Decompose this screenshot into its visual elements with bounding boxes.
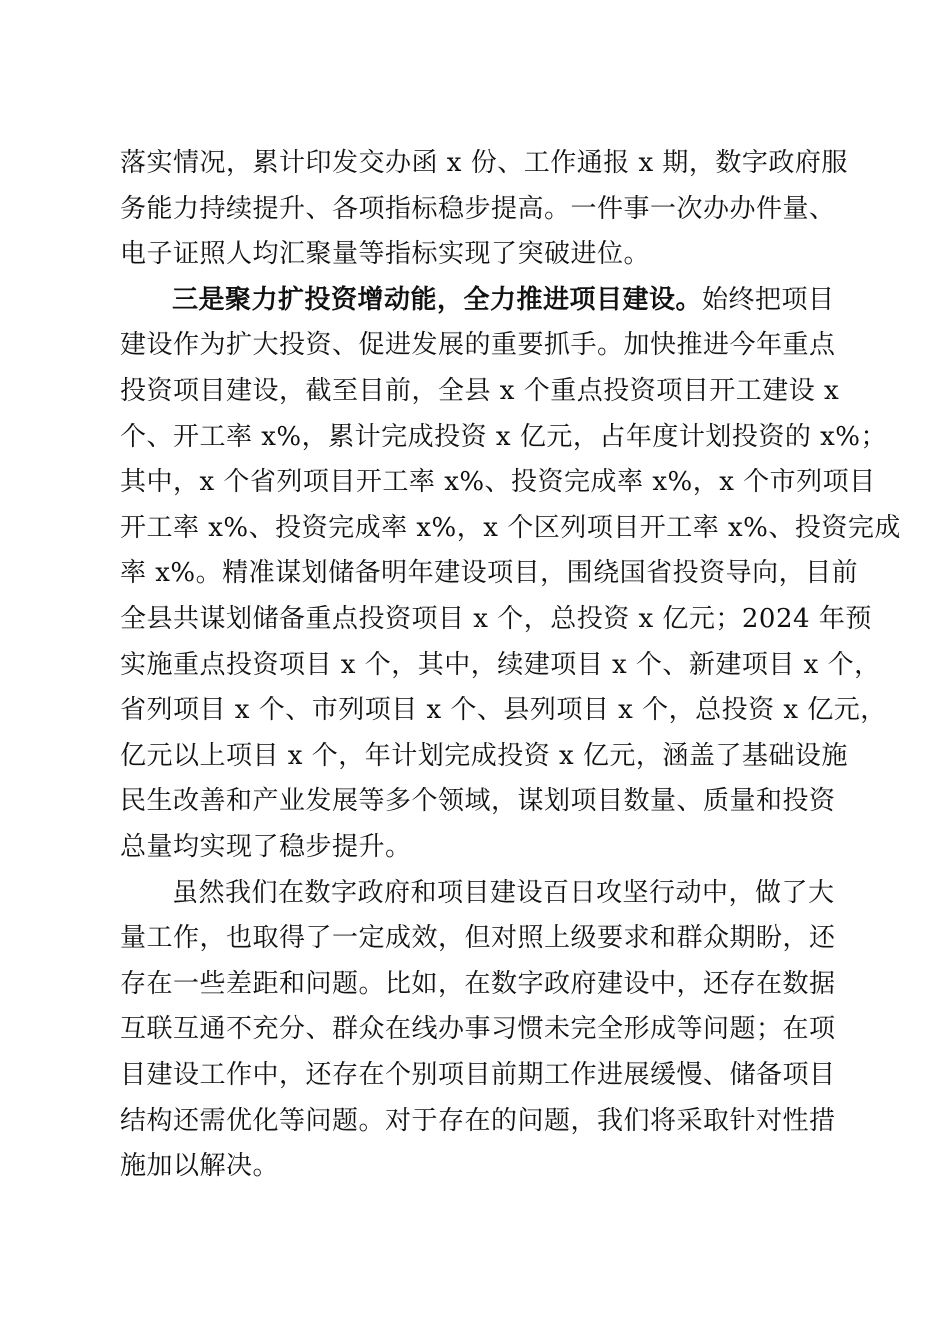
paragraph-line: 施加以解决。	[120, 1151, 280, 1182]
paragraph-line: 目建设工作中，还存在个别项目前期工作进展缓慢、储备项目	[120, 1059, 836, 1090]
paragraph-line: 率 x%。精准谋划储备明年建设项目，围绕国省投资导向，目前	[120, 558, 859, 589]
paragraph-line: 电子证照人均汇聚量等指标实现了突破进位。	[120, 239, 651, 270]
paragraph-line: 民生改善和产业发展等多个领域，谋划项目数量、质量和投资	[120, 786, 836, 817]
paragraph-line: 投资项目建设，截至目前，全县 x 个重点投资项目开工建设 x	[120, 375, 840, 406]
paragraph-line: 总量均实现了稳步提升。	[120, 831, 412, 862]
paragraph-first-line	[120, 278, 835, 324]
paragraph-line: 互联互通不充分、群众在线办事习惯未完全形成等问题；在项	[120, 1014, 836, 1045]
paragraph-line: 其中，x 个省列项目开工率 x%、投资完成率 x%，x 个市列项目	[120, 467, 876, 498]
paragraph-line: 个、开工率 x%，累计完成投资 x 亿元，占年度计划投资的 x%；	[120, 421, 887, 452]
paragraph-line: 始终把项目	[702, 284, 835, 315]
paragraph-line: 开工率 x%、投资完成率 x%，x 个区列项目开工率 x%、投资完成	[120, 512, 901, 543]
paragraph-line: 虽然我们在数字政府和项目建设百日攻坚行动中，做了大	[172, 877, 835, 908]
paragraph-line: 落实情况，累计印发交办函 x 份、工作通报 x 期，数字政府服	[120, 148, 848, 178]
paragraph-line: 量工作，也取得了一定成效，但对照上级要求和群众期盼，还	[120, 923, 836, 954]
paragraph-line: 结构还需优化等问题。对于存在的问题，我们将采取针对性措	[120, 1105, 836, 1136]
paragraph-line: 亿元以上项目 x 个，年计划完成投资 x 亿元，涵盖了基础设施	[120, 740, 848, 771]
paragraph-line: 建设作为扩大投资、促进发展的重要抓手。加快推进今年重点	[120, 330, 836, 361]
paragraph-heading: 三是聚力扩投资增动能，全力推进项目建设。	[172, 284, 703, 315]
paragraph-line: 省列项目 x 个、市列项目 x 个、县列项目 x 个，总投资 x 亿元，	[120, 695, 887, 726]
paragraph-3	[120, 871, 836, 1190]
paragraph-2	[120, 278, 901, 871]
paragraph-line: 全县共谋划储备重点投资项目 x 个，总投资 x 亿元；2024 年预	[120, 603, 872, 634]
paragraph-line: 实施重点投资项目 x 个，其中，续建项目 x 个、新建项目 x 个，	[120, 649, 881, 680]
paragraph-line: 存在一些差距和问题。比如，在数字政府建设中，还存在数据	[120, 968, 836, 999]
paragraph-line: 务能力持续提升、各项指标稳步提高。一件事一次办办件量、	[120, 193, 836, 224]
paragraph-1	[120, 141, 848, 278]
